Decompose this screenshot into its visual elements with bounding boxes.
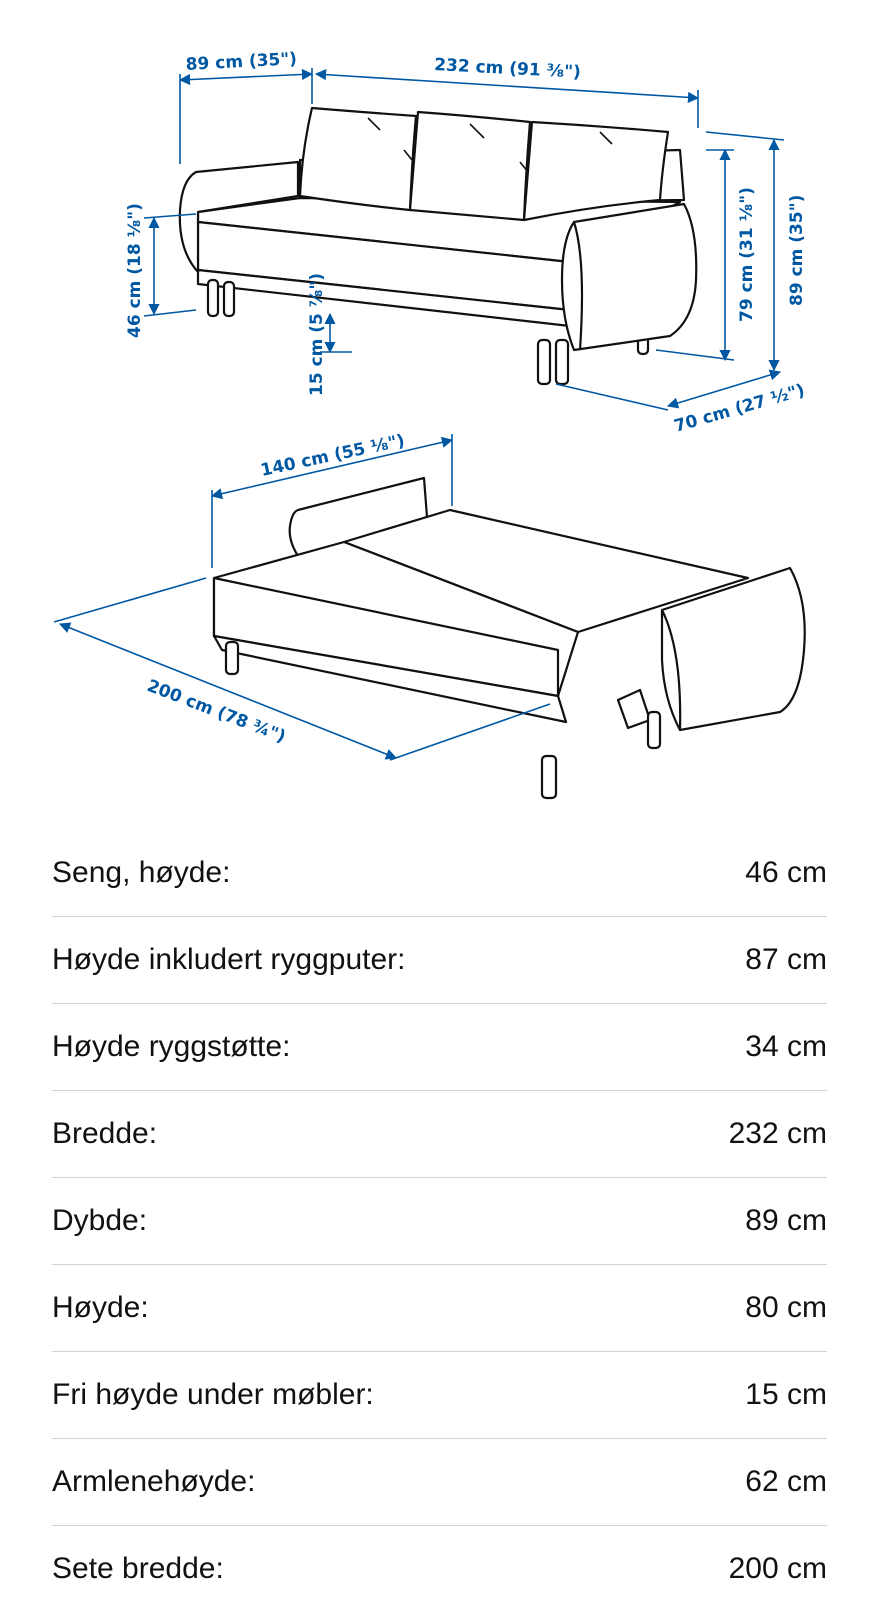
spec-row-bed-height [52, 830, 827, 917]
spec-value: 34 cm [745, 1030, 827, 1063]
spec-label: Bredde: [52, 1117, 158, 1150]
spec-value: 87 cm [745, 943, 827, 976]
spec-value: 62 cm [745, 1465, 827, 1498]
sofa-drawing [180, 108, 696, 384]
spec-label: Høyde: [52, 1291, 149, 1324]
spec-value: 200 cm [728, 1552, 827, 1585]
spec-value: 89 cm [745, 1204, 827, 1237]
spec-row-height [52, 1265, 827, 1352]
label-bed-length: 200 cm (78 ¾") [144, 675, 289, 748]
spec-value: 80 cm [745, 1291, 827, 1324]
spec-row-clearance [52, 1352, 827, 1439]
spec-row-height-incl-cushions [52, 917, 827, 1004]
label-seat-height: 46 cm (18 ⅛") [125, 203, 145, 338]
label-depth-top: 89 cm (35") [185, 49, 298, 75]
spec-value: 232 cm [728, 1117, 827, 1150]
label-clearance: 15 cm (5 ⅞") [307, 272, 327, 396]
label-bed-width: 140 cm (55 ⅛") [258, 430, 407, 481]
label-height-arm: 79 cm (31 ⅛") [737, 187, 757, 322]
label-depth-bottom: 70 cm (27 ½") [671, 380, 808, 437]
spec-label: Dybde: [52, 1204, 148, 1237]
spec-value: 15 cm [745, 1378, 827, 1411]
spec-label: Fri høyde under møbler: [52, 1378, 374, 1411]
label-width-top: 232 cm (91 ⅜") [433, 55, 582, 83]
spec-row-depth [52, 1178, 827, 1265]
spec-label: Seng, høyde: [52, 856, 231, 889]
bed-drawing [214, 478, 805, 798]
spec-label: Armlenehøyde: [52, 1465, 256, 1498]
spec-row-armrest-height [52, 1439, 827, 1526]
spec-row-backrest-height [52, 1004, 827, 1091]
spec-value: 46 cm [745, 856, 827, 889]
spec-row-seat-width [52, 1526, 827, 1612]
spec-label: Sete bredde: [52, 1552, 224, 1585]
spec-row-width [52, 1091, 827, 1178]
label-height-total: 89 cm (35") [787, 194, 807, 306]
spec-label: Høyde inkludert ryggputer: [52, 943, 406, 976]
spec-label: Høyde ryggstøtte: [52, 1030, 291, 1063]
specs-table [52, 830, 827, 1612]
